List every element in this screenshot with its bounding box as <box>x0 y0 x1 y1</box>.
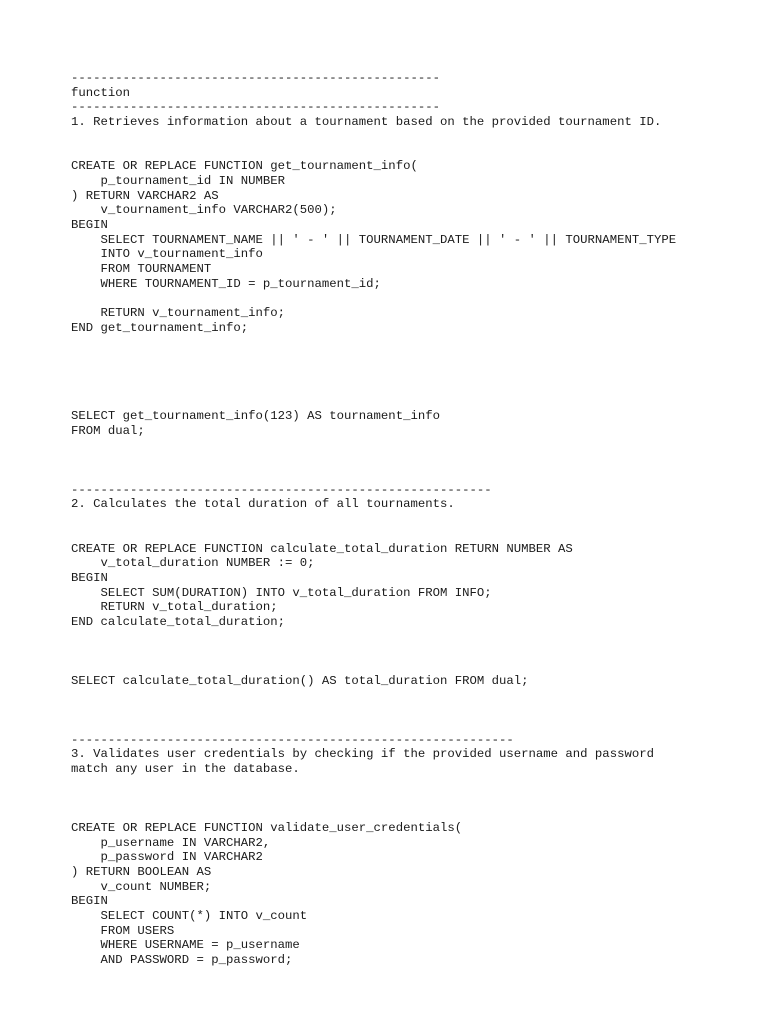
sql-code-text: -------------------------------------------------- function -------------------------------------------------- 1. Retrieves information about a tournament based on the provided tournament ID. CREATE OR REPLACE FUNCTION get_tournament_info( p_tournament_id IN NUMBER ) RETURN VARCHAR2 AS v_tournament_info VARCHAR2(500); BEGIN SELECT TOURNAMENT_NAME || ' - ' || TOURNAMENT_DATE || ' - ' || TOURNAMENT_TYPE INTO v_tournament_info FROM TOURNAMENT WHERE TOURNAMENT_ID = p_tournament_id; RETURN v_tournament_info; END get_tournament_info; SELECT get_tournament_info(123) AS tournament_info FROM dual; --------------------------------------------------------- 2. Calculates the total duration of all tournaments. CREATE OR REPLACE FUNCTION calculate_total_duration RETURN NUMBER AS v_total_duration NUMBER := 0; BEGIN SELECT SUM(DURATION) INTO v_total_duration FROM INFO; RETURN v_total_duration; END calculate_total_duration; SELECT calculate_total_duration() AS total_duration FROM dual; ------------------------------------------------------------ 3. Validates user credentials by checking if the provided username and password match any user in the database. CREATE OR REPLACE FUNCTION validate_user_credentials( p_username IN VARCHAR2, p_password IN VARCHAR2 ) RETURN BOOLEAN AS v_count NUMBER; BEGIN SELECT COUNT(*) INTO v_count FROM USERS WHERE USERNAME = p_username AND PASSWORD = p_password; <box>71 71 677 968</box>
